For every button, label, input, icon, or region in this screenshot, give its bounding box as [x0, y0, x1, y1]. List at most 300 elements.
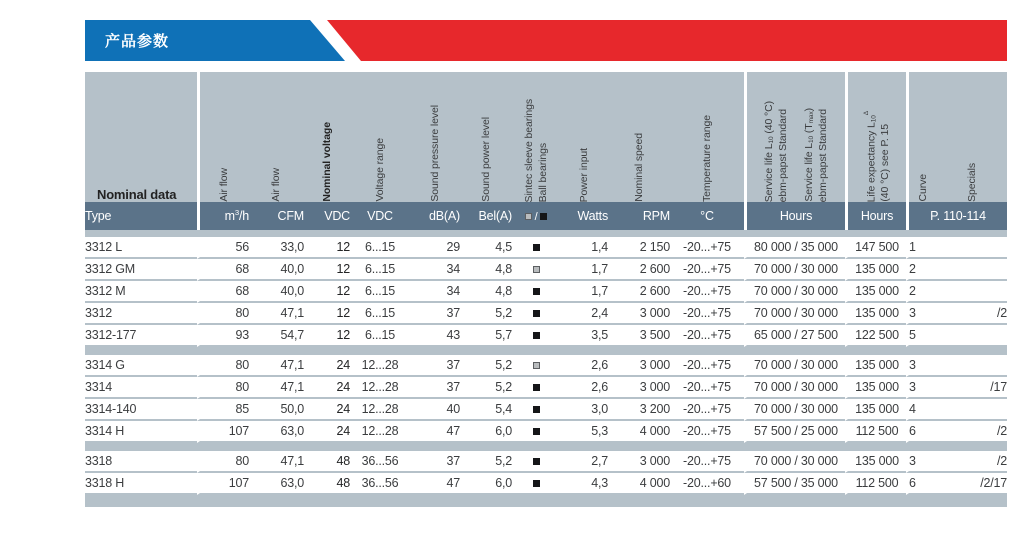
- cell-type: 3314 H: [85, 421, 197, 443]
- cell-air-flow-m3h: 56: [197, 237, 249, 259]
- cell-air-flow-m3h: 68: [197, 259, 249, 281]
- band-cell: [744, 443, 845, 451]
- band-cell: [197, 230, 249, 237]
- cell-temperature-range: -20...+75: [670, 399, 744, 421]
- ball-bearing-icon: [533, 244, 540, 251]
- cell-power-input: 1,4: [560, 237, 608, 259]
- table-row: [85, 355, 1007, 377]
- cell-life-expectancy: 135 000: [845, 303, 906, 325]
- rotated-label-line: Life expectancy $L_{10}^\Delta$: [862, 110, 878, 202]
- ball-bearing-icon: [533, 384, 540, 391]
- cell-air-flow-cfm: 47,1: [249, 451, 304, 473]
- cell-specials: [938, 355, 1007, 377]
- legend-slash: /: [534, 210, 538, 223]
- table-row: [85, 303, 1007, 325]
- col-header-curve: [906, 72, 938, 202]
- col-header-labels: [909, 174, 938, 202]
- cell-temperature-range: -20...+60: [670, 473, 744, 495]
- band-cell: [560, 230, 608, 237]
- cell-voltage-range: 12...28: [350, 377, 410, 399]
- rotated-label-line: (40 °C) see P. 15: [879, 124, 891, 202]
- cell-air-flow-m3h: 80: [197, 303, 249, 325]
- sleeve-bearing-icon: [525, 213, 532, 220]
- sleeve-bearing-icon: [533, 362, 540, 369]
- cell-sound-power-level: 6,0: [460, 421, 512, 443]
- ball-bearing-icon: [533, 428, 540, 435]
- cell-nominal-voltage: 12: [304, 259, 350, 281]
- cell-sound-pressure-level: 37: [410, 377, 460, 399]
- col-header-labels: [560, 148, 608, 202]
- col-header-type: [85, 72, 197, 202]
- col-header-temperature-range: [670, 72, 744, 202]
- cell-service-life: 57 500 / 35 000: [744, 473, 845, 495]
- col-header-bearings: [512, 72, 560, 202]
- cell-power-input: 5,3: [560, 421, 608, 443]
- band-cell: [512, 347, 560, 355]
- cell-bearings: [512, 421, 560, 443]
- col-header-labels: [747, 101, 845, 202]
- table-row: [85, 325, 1007, 347]
- cell-life-expectancy: 122 500: [845, 325, 906, 347]
- cell-type: 3312 L: [85, 237, 197, 259]
- cell-specials: /2: [938, 303, 1007, 325]
- cell-specials: [938, 237, 1007, 259]
- unit-temperature-range: °C: [670, 202, 744, 230]
- cell-air-flow-m3h: 107: [197, 421, 249, 443]
- cell-life-expectancy: 135 000: [845, 259, 906, 281]
- ball-bearing-icon: [533, 310, 540, 317]
- unit-voltage-range: VDC: [350, 202, 410, 230]
- band-cell: [197, 495, 249, 507]
- cell-curve: 6: [906, 473, 938, 495]
- cell-nominal-speed: 4 000: [608, 473, 670, 495]
- cell-life-expectancy: 147 500: [845, 237, 906, 259]
- cell-nominal-speed: 3 200: [608, 399, 670, 421]
- band-cell: [350, 495, 410, 507]
- cell-air-flow-cfm: 33,0: [249, 237, 304, 259]
- rotated-label: [429, 105, 441, 202]
- band-cell: [512, 230, 560, 237]
- table-row: [85, 377, 1007, 399]
- cell-service-life: 70 000 / 30 000: [744, 281, 845, 303]
- cell-sound-pressure-level: 47: [410, 473, 460, 495]
- cell-temperature-range: -20...+75: [670, 377, 744, 399]
- band-cell: [85, 230, 197, 237]
- rotated-label-line: Sound power level: [479, 117, 492, 202]
- cell-voltage-range: 6...15: [350, 325, 410, 347]
- band-cell: [938, 347, 1007, 355]
- col-header-service-life: [744, 72, 845, 202]
- band-cell: [304, 443, 350, 451]
- rotated-header-row: [85, 72, 1007, 202]
- rotated-label-line: Curve: [917, 174, 930, 202]
- band-cell: [197, 443, 249, 451]
- rotated-label: [270, 168, 282, 202]
- cell-curve: 2: [906, 259, 938, 281]
- cell-bearings: [512, 281, 560, 303]
- band-cell: [670, 230, 744, 237]
- band-cell: [608, 230, 670, 237]
- band-cell: [350, 443, 410, 451]
- cell-curve: 3: [906, 451, 938, 473]
- cell-nominal-voltage: 12: [304, 303, 350, 325]
- cell-air-flow-m3h: 80: [197, 355, 249, 377]
- cell-sound-pressure-level: 47: [410, 421, 460, 443]
- cell-nominal-voltage: 24: [304, 421, 350, 443]
- rotated-label-line: Sound pressure level: [428, 105, 441, 202]
- rotated-label-line: Service life $L_{10}$ $(T_{max})$: [803, 108, 816, 202]
- unit-header-row: [85, 202, 1007, 230]
- cell-service-life: 70 000 / 30 000: [744, 355, 845, 377]
- cell-life-expectancy: 135 000: [845, 377, 906, 399]
- band-cell: [938, 230, 1007, 237]
- cell-air-flow-cfm: 47,1: [249, 303, 304, 325]
- banner-red-shape: [327, 20, 1007, 61]
- band-cell: [85, 443, 197, 451]
- cell-life-expectancy: 112 500: [845, 473, 906, 495]
- cell-voltage-range: 6...15: [350, 259, 410, 281]
- cell-service-life: 70 000 / 30 000: [744, 303, 845, 325]
- rotated-label-line: Specials: [966, 163, 979, 202]
- rotated-label: [763, 101, 789, 202]
- rotated-label-line: Air flow: [218, 168, 231, 202]
- rotated-label: [523, 99, 548, 202]
- col-header-labels: [460, 117, 512, 202]
- rotated-label-line: Ball bearings: [536, 142, 549, 202]
- rotated-label-line: Power input: [577, 147, 590, 202]
- band-cell: [460, 495, 512, 507]
- band-cell: [560, 443, 608, 451]
- col-header-labels: [85, 187, 197, 202]
- col-header-life-expectancy: [845, 72, 906, 202]
- cell-sound-pressure-level: 37: [410, 451, 460, 473]
- cell-air-flow-m3h: 80: [197, 451, 249, 473]
- cell-specials: [938, 259, 1007, 281]
- cell-air-flow-m3h: 68: [197, 281, 249, 303]
- cell-voltage-range: 12...28: [350, 355, 410, 377]
- cell-service-life: 80 000 / 35 000: [744, 237, 845, 259]
- band-cell: [845, 347, 906, 355]
- cell-bearings: [512, 259, 560, 281]
- table-row: [85, 473, 1007, 495]
- ball-bearing-icon: [533, 480, 540, 487]
- band-cell: [410, 347, 460, 355]
- cell-specials: /2: [938, 451, 1007, 473]
- ball-bearing-icon: [533, 288, 540, 295]
- cell-curve: 5: [906, 325, 938, 347]
- cell-sound-power-level: 4,5: [460, 237, 512, 259]
- cell-sound-pressure-level: 43: [410, 325, 460, 347]
- cell-air-flow-cfm: 47,1: [249, 355, 304, 377]
- cell-sound-power-level: 5,2: [460, 303, 512, 325]
- rotated-label-line: Service life $L_{10}$ (40 °C): [763, 100, 776, 202]
- cell-service-life: 70 000 / 30 000: [744, 399, 845, 421]
- cell-sound-power-level: 5,2: [460, 355, 512, 377]
- cell-bearings: [512, 377, 560, 399]
- cell-voltage-range: 6...15: [350, 281, 410, 303]
- cell-sound-pressure-level: 37: [410, 303, 460, 325]
- band-cell: [249, 230, 304, 237]
- band-cell: [460, 230, 512, 237]
- ball-bearing-icon: [533, 332, 540, 339]
- cell-nominal-speed: 2 150: [608, 237, 670, 259]
- cell-sound-power-level: 5,2: [460, 377, 512, 399]
- table-row: [85, 237, 1007, 259]
- band-cell: [512, 443, 560, 451]
- cell-specials: [938, 281, 1007, 303]
- cell-service-life: 70 000 / 30 000: [744, 259, 845, 281]
- band-cell: [608, 347, 670, 355]
- cell-bearings: [512, 325, 560, 347]
- col-header-air-flow-m3h: [197, 72, 249, 202]
- unit-sound-power-level: Bel(A): [460, 202, 512, 230]
- band-cell: [744, 495, 845, 507]
- rotated-label: [863, 111, 891, 202]
- band-cell: [560, 347, 608, 355]
- header-gap: [85, 230, 1007, 237]
- cell-curve: 2: [906, 281, 938, 303]
- unit-life-expectancy: Hours: [845, 202, 906, 230]
- cell-type: 3312-177: [85, 325, 197, 347]
- section-banner: [85, 20, 1007, 61]
- cell-type: 3314 G: [85, 355, 197, 377]
- cell-voltage-range: 12...28: [350, 399, 410, 421]
- cell-air-flow-cfm: 40,0: [249, 281, 304, 303]
- col-header-nominal-speed: [608, 72, 670, 202]
- unit-air-flow-cfm: CFM: [249, 202, 304, 230]
- cell-nominal-speed: 3 000: [608, 303, 670, 325]
- rotated-label: [480, 117, 492, 202]
- cell-temperature-range: -20...+75: [670, 355, 744, 377]
- unit-sound-pressure-level: dB(A): [410, 202, 460, 230]
- band-cell: [410, 443, 460, 451]
- band-cell: [906, 230, 938, 237]
- ball-bearing-icon: [533, 406, 540, 413]
- rotated-label: [803, 108, 829, 202]
- band-cell: [350, 230, 410, 237]
- cell-nominal-speed: 3 000: [608, 377, 670, 399]
- sleeve-bearing-icon: [533, 266, 540, 273]
- cell-nominal-voltage: 48: [304, 451, 350, 473]
- rotated-label: [701, 115, 713, 202]
- rotated-label: [633, 133, 645, 202]
- cell-temperature-range: -20...+75: [670, 259, 744, 281]
- cell-temperature-range: -20...+75: [670, 325, 744, 347]
- cell-nominal-voltage: 12: [304, 281, 350, 303]
- cell-service-life: 70 000 / 30 000: [744, 451, 845, 473]
- col-header-sound-power-level: [460, 72, 512, 202]
- cell-bearings: [512, 399, 560, 421]
- cell-nominal-speed: 3 500: [608, 325, 670, 347]
- col-header-sound-pressure-level: [410, 72, 460, 202]
- col-header-labels: [608, 133, 670, 202]
- rotated-label: [578, 148, 590, 202]
- cell-power-input: 3,0: [560, 399, 608, 421]
- cell-curve: 1: [906, 237, 938, 259]
- cell-specials: [938, 325, 1007, 347]
- cell-power-input: 2,7: [560, 451, 608, 473]
- band-cell: [560, 495, 608, 507]
- cell-life-expectancy: 135 000: [845, 355, 906, 377]
- cell-temperature-range: -20...+75: [670, 421, 744, 443]
- cell-sound-power-level: 4,8: [460, 281, 512, 303]
- cell-sound-power-level: 5,7: [460, 325, 512, 347]
- cell-power-input: 3,5: [560, 325, 608, 347]
- cell-type: 3314: [85, 377, 197, 399]
- cell-voltage-range: 6...15: [350, 303, 410, 325]
- unit-air-flow-m3h: $m^3/h$: [197, 202, 249, 230]
- cell-specials: /2/17: [938, 473, 1007, 495]
- nominal-data-label: Nominal data: [97, 187, 177, 202]
- col-header-labels: [938, 163, 1007, 202]
- table-row: [85, 421, 1007, 443]
- cell-voltage-range: 36...56: [350, 451, 410, 473]
- ball-bearing-icon: [540, 213, 547, 220]
- band-cell: [744, 230, 845, 237]
- table-row: [85, 399, 1007, 421]
- cell-curve: 3: [906, 355, 938, 377]
- unit-bearings: [512, 202, 560, 230]
- cell-bearings: [512, 451, 560, 473]
- unit-nominal-speed: RPM: [608, 202, 670, 230]
- cell-type: 3312: [85, 303, 197, 325]
- cell-type: 3318: [85, 451, 197, 473]
- cell-life-expectancy: 135 000: [845, 399, 906, 421]
- cell-sound-power-level: 5,4: [460, 399, 512, 421]
- cell-power-input: 2,4: [560, 303, 608, 325]
- band-cell: [845, 495, 906, 507]
- band-cell: [670, 347, 744, 355]
- cell-air-flow-m3h: 85: [197, 399, 249, 421]
- cell-nominal-voltage: 24: [304, 355, 350, 377]
- rotated-label-line: ebm-papst Standard: [776, 108, 789, 202]
- cell-nominal-voltage: 24: [304, 399, 350, 421]
- cell-bearings: [512, 237, 560, 259]
- band-cell: [938, 443, 1007, 451]
- band-cell: [460, 347, 512, 355]
- band-cell: [410, 495, 460, 507]
- band-cell: [512, 495, 560, 507]
- cell-voltage-range: 6...15: [350, 237, 410, 259]
- cell-temperature-range: -20...+75: [670, 303, 744, 325]
- cell-air-flow-cfm: 47,1: [249, 377, 304, 399]
- cell-life-expectancy: 112 500: [845, 421, 906, 443]
- cell-type: 3312 GM: [85, 259, 197, 281]
- band-cell: [670, 443, 744, 451]
- col-header-labels: [350, 138, 410, 202]
- group-separator: [85, 347, 1007, 355]
- cell-service-life: 65 000 / 27 500: [744, 325, 845, 347]
- cell-nominal-voltage: 48: [304, 473, 350, 495]
- band-cell: [304, 347, 350, 355]
- col-header-air-flow-cfm: [249, 72, 304, 202]
- rotated-label: [966, 163, 978, 202]
- col-header-labels: [670, 115, 744, 202]
- band-cell: [350, 347, 410, 355]
- cell-sound-pressure-level: 37: [410, 355, 460, 377]
- rotated-label: [917, 174, 929, 202]
- cell-air-flow-cfm: 54,7: [249, 325, 304, 347]
- table-row: [85, 451, 1007, 473]
- band-cell: [249, 347, 304, 355]
- cell-curve: 3: [906, 303, 938, 325]
- cell-specials: [938, 399, 1007, 421]
- ball-bearing-icon: [533, 458, 540, 465]
- cell-voltage-range: 12...28: [350, 421, 410, 443]
- col-header-power-input: [560, 72, 608, 202]
- cell-life-expectancy: 135 000: [845, 281, 906, 303]
- cell-nominal-voltage: 12: [304, 237, 350, 259]
- cell-power-input: 4,3: [560, 473, 608, 495]
- cell-air-flow-cfm: 40,0: [249, 259, 304, 281]
- cell-service-life: 57 500 / 25 000: [744, 421, 845, 443]
- cell-bearings: [512, 355, 560, 377]
- col-header-labels: [848, 111, 906, 202]
- bearing-legend: [525, 211, 548, 223]
- table-body: [85, 230, 1007, 507]
- rotated-label: [321, 122, 333, 202]
- band-cell: [197, 347, 249, 355]
- cell-power-input: 2,6: [560, 355, 608, 377]
- cell-temperature-range: -20...+75: [670, 451, 744, 473]
- cell-temperature-range: -20...+75: [670, 237, 744, 259]
- col-header-specials: [938, 72, 1007, 202]
- band-cell: [460, 443, 512, 451]
- rotated-label-line: Nominal speed: [632, 133, 645, 202]
- cell-air-flow-cfm: 63,0: [249, 473, 304, 495]
- table-bottom-strip: [85, 495, 1007, 507]
- col-header-labels: [304, 122, 350, 202]
- cell-sound-pressure-level: 34: [410, 281, 460, 303]
- band-cell: [938, 495, 1007, 507]
- cell-bearings: [512, 303, 560, 325]
- band-cell: [304, 230, 350, 237]
- rotated-label-line: Nominal voltage: [320, 122, 333, 202]
- rotated-label: [374, 138, 386, 202]
- col-header-labels: [410, 105, 460, 202]
- cell-curve: 6: [906, 421, 938, 443]
- cell-life-expectancy: 135 000: [845, 451, 906, 473]
- cell-air-flow-cfm: 63,0: [249, 421, 304, 443]
- group-separator: [85, 443, 1007, 451]
- cell-nominal-voltage: 24: [304, 377, 350, 399]
- cell-sound-pressure-level: 40: [410, 399, 460, 421]
- band-cell: [85, 347, 197, 355]
- cell-nominal-speed: 3 000: [608, 355, 670, 377]
- cell-service-life: 70 000 / 30 000: [744, 377, 845, 399]
- table-row: [85, 259, 1007, 281]
- cell-air-flow-m3h: 107: [197, 473, 249, 495]
- cell-specials: /17: [938, 377, 1007, 399]
- band-cell: [906, 443, 938, 451]
- cell-nominal-speed: 4 000: [608, 421, 670, 443]
- cell-type: 3312 M: [85, 281, 197, 303]
- unit-nominal-voltage: VDC: [304, 202, 350, 230]
- unit-type: Type: [85, 202, 197, 230]
- rotated-label-line: Voltage range: [373, 138, 386, 202]
- table-row: [85, 281, 1007, 303]
- band-cell: [670, 495, 744, 507]
- unit-service-life: Hours: [744, 202, 845, 230]
- cell-nominal-speed: 2 600: [608, 281, 670, 303]
- cell-air-flow-m3h: 80: [197, 377, 249, 399]
- col-header-labels: [512, 99, 560, 202]
- cell-bearings: [512, 473, 560, 495]
- band-cell: [249, 443, 304, 451]
- cell-curve: 3: [906, 377, 938, 399]
- cell-air-flow-cfm: 50,0: [249, 399, 304, 421]
- band-cell: [249, 495, 304, 507]
